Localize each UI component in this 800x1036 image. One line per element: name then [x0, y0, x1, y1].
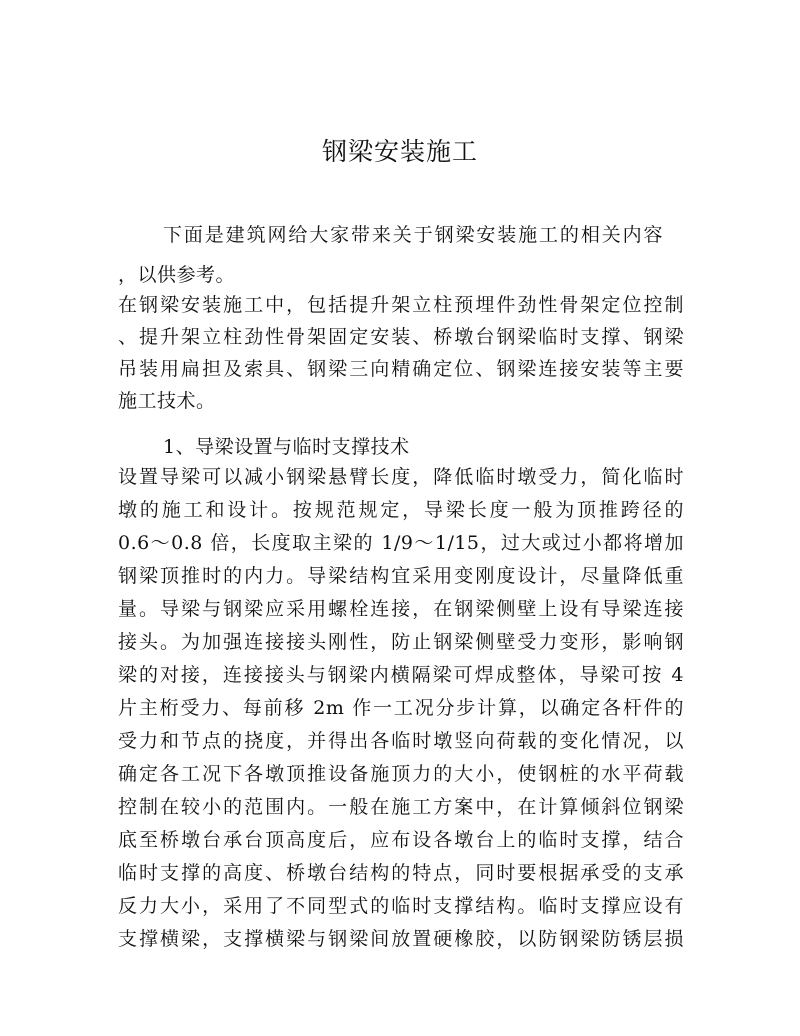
intro-line: ，以供参考。 [118, 264, 236, 286]
paragraph-line: 墩的施工和设计。按规范规定，导梁长度一般为顶推跨径的 [118, 499, 684, 521]
paragraph-line: 控制在较小的范围内。一般在施工方案中，在计算倾斜位钢梁 [118, 796, 684, 818]
paragraph-line: 梁的对接，连接接头与钢梁内横隔梁可焊成整体，导梁可按 4 [118, 664, 684, 686]
paragraph-line: 确定各工况下各墩顶推设备施顶力的大小，使钢桩的水平荷载 [118, 763, 684, 785]
document-title: 钢梁安装施工 [321, 137, 478, 166]
paragraph-line: 支撑横梁，支撑横梁与钢梁间放置硬橡胶，以防钢梁防锈层损 [118, 928, 684, 950]
paragraph-line: 片主桁受力、每前移 2m 作一工况分步计算，以确定各杆件的 [118, 697, 684, 719]
paragraph-line: 吊装用扁担及索具、钢梁三向精确定位、钢梁连接安装等主要 [118, 358, 684, 380]
intro-line: 下面是建筑网给大家带来关于钢梁安装施工的相关内容 [163, 224, 663, 246]
paragraph-line: 0.6～0.8 倍，长度取主梁的 1/9～1/15，过大或过小都将增加 [118, 532, 684, 554]
paragraph-line: 施工技术。 [118, 390, 216, 412]
section-heading: 1、导梁设置与临时支撑技术 [163, 436, 410, 458]
paragraph-line: 设置导梁可以减小钢梁悬臂长度，降低临时墩受力，简化临时 [118, 466, 684, 488]
paragraph-line: 临时支撑的高度、桥墩台结构的特点，同时要根据承受的支承 [118, 862, 684, 884]
paragraph-line: 反力大小，采用了不同型式的临时支撑结构。临时支撑应设有 [118, 895, 684, 917]
paragraph-line: 底至桥墩台承台顶高度后，应布设各墩台上的临时支撑，结合 [118, 829, 684, 851]
paragraph-line: 、提升架立柱劲性骨架固定安装、桥墩台钢梁临时支撑、钢梁 [118, 326, 684, 348]
paragraph-line: 钢梁顶推时的内力。导梁结构宜采用变刚度设计，尽量降低重 [118, 565, 684, 587]
paragraph-line: 受力和节点的挠度，并得出各临时墩竖向荷载的变化情况，以 [118, 730, 684, 752]
paragraph-line: 接头。为加强连接接头刚性，防止钢梁侧壁受力变形，影响钢 [118, 631, 684, 653]
paragraph-line: 在钢梁安装施工中，包括提升架立柱预埋件劲性骨架定位控制 [118, 294, 684, 316]
paragraph-line: 量。导梁与钢梁应采用螺栓连接，在钢梁侧壁上设有导梁连接 [118, 598, 684, 620]
